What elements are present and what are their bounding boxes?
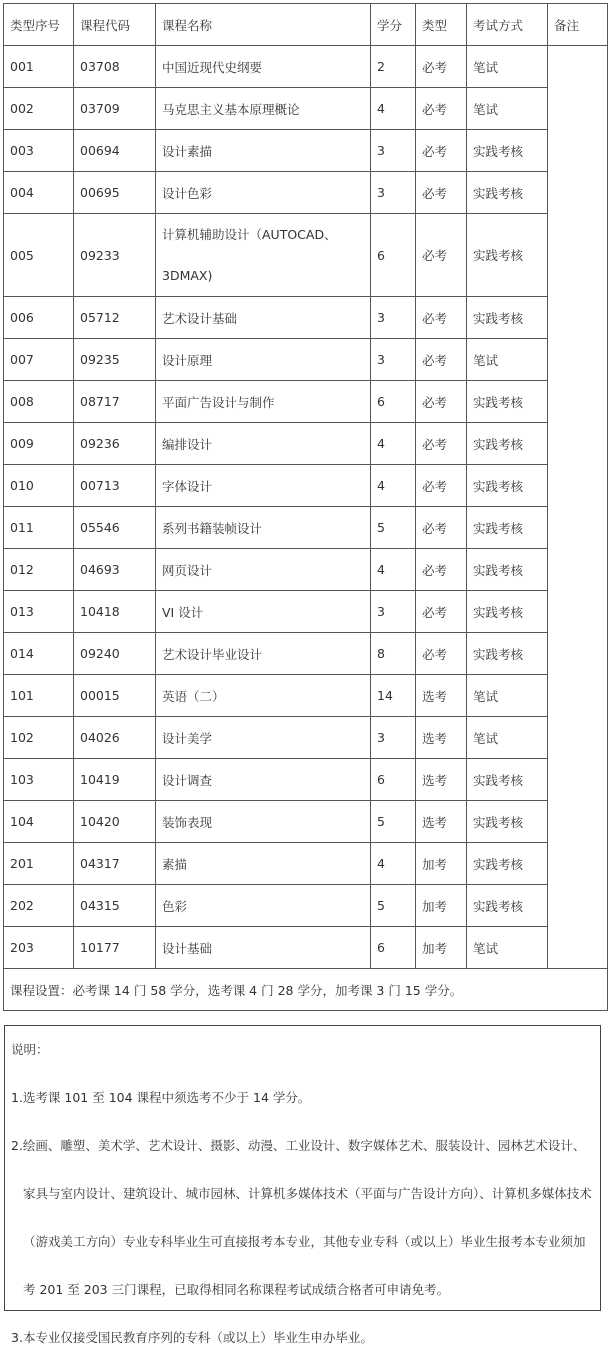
course-code: 08717 (74, 381, 156, 423)
course-code: 09233 (74, 214, 156, 297)
course-name: 设计基础 (156, 927, 371, 969)
credits: 4 (371, 843, 416, 885)
exam-method: 实践考核 (467, 214, 548, 297)
credits: 5 (371, 801, 416, 843)
type-number: 008 (4, 381, 74, 423)
course-name: 网页设计 (156, 549, 371, 591)
note-item: 2.绘画、雕塑、美术学、艺术设计、摄影、动漫、工业设计、数字媒体艺术、服装设计、园林艺术设计、家具与室内设计、建筑设计、城市园林、计算机多媒体技术（平面与广告设计方向）、计算机多媒体技术（游戏美工方向）专业专科毕业生可直接报考本专业，其他专业专科（或以上）毕业生报考本专业须加考 201 至 203 三门课程，已取得相同名称课程考试成绩合格者可申请免考。 (11, 1138, 592, 1297)
course-code: 05546 (74, 507, 156, 549)
course-type: 必考 (416, 381, 467, 423)
credits: 6 (371, 927, 416, 969)
exam-method: 实践考核 (467, 633, 548, 675)
table-row (4, 507, 608, 549)
course-name: 设计色彩 (156, 172, 371, 214)
type-number: 012 (4, 549, 74, 591)
exam-method: 实践考核 (467, 172, 548, 214)
table-row (4, 927, 608, 969)
course-name: 英语（二） (156, 675, 371, 717)
credits: 3 (371, 130, 416, 172)
column-header: 学分 (371, 4, 416, 46)
type-number: 013 (4, 591, 74, 633)
course-type: 必考 (416, 172, 467, 214)
table-header-row (4, 4, 608, 46)
course-type: 必考 (416, 591, 467, 633)
table-row (4, 339, 608, 381)
course-code: 00015 (74, 675, 156, 717)
course-name: 装饰表现 (156, 801, 371, 843)
credits: 3 (371, 339, 416, 381)
column-header: 课程名称 (156, 4, 371, 46)
course-type: 必考 (416, 88, 467, 130)
type-number: 004 (4, 172, 74, 214)
course-type: 必考 (416, 507, 467, 549)
notes-box (4, 1025, 601, 1345)
table-row (4, 591, 608, 633)
type-number: 005 (4, 214, 74, 297)
credits: 3 (371, 297, 416, 339)
course-type: 选考 (416, 675, 467, 717)
credits: 3 (371, 172, 416, 214)
course-type: 加考 (416, 885, 467, 927)
course-name: 中国近现代史纲要 (156, 46, 371, 88)
exam-method: 实践考核 (467, 591, 548, 633)
course-name: 色彩 (156, 885, 371, 927)
course-type: 必考 (416, 339, 467, 381)
type-number: 104 (4, 801, 74, 843)
course-type: 必考 (416, 549, 467, 591)
table-row (4, 423, 608, 465)
exam-method: 实践考核 (467, 381, 548, 423)
credits: 8 (371, 633, 416, 675)
type-number: 003 (4, 130, 74, 172)
type-number: 002 (4, 88, 74, 130)
course-type: 必考 (416, 633, 467, 675)
table-row (4, 549, 608, 591)
course-name: 素描 (156, 843, 371, 885)
course-code: 10419 (74, 759, 156, 801)
type-number: 007 (4, 339, 74, 381)
course-code: 00694 (74, 130, 156, 172)
course-code: 04315 (74, 885, 156, 927)
course-type: 必考 (416, 297, 467, 339)
course-type: 必考 (416, 130, 467, 172)
table-row (4, 465, 608, 507)
course-table (3, 3, 608, 1011)
type-number: 102 (4, 717, 74, 759)
course-name: 平面广告设计与制作 (156, 381, 371, 423)
course-code: 09236 (74, 423, 156, 465)
exam-method: 实践考核 (467, 465, 548, 507)
type-number: 103 (4, 759, 74, 801)
type-number: 202 (4, 885, 74, 927)
exam-method: 实践考核 (467, 130, 548, 172)
table-row (4, 675, 608, 717)
table-row (4, 172, 608, 214)
type-number: 203 (4, 927, 74, 969)
course-name: 艺术设计基础 (156, 297, 371, 339)
course-type: 加考 (416, 927, 467, 969)
exam-method: 实践考核 (467, 801, 548, 843)
course-type: 必考 (416, 465, 467, 507)
table-row (4, 717, 608, 759)
course-code: 03708 (74, 46, 156, 88)
table-row (4, 46, 608, 88)
course-type: 必考 (416, 423, 467, 465)
column-header: 类型 (416, 4, 467, 46)
exam-method: 笔试 (467, 88, 548, 130)
credits: 4 (371, 465, 416, 507)
column-header: 考试方式 (467, 4, 548, 46)
course-name: 设计调查 (156, 759, 371, 801)
type-number: 014 (4, 633, 74, 675)
column-header: 课程代码 (74, 4, 156, 46)
column-header: 类型序号 (4, 4, 74, 46)
course-name: 设计素描 (156, 130, 371, 172)
exam-method: 实践考核 (467, 885, 548, 927)
exam-method: 实践考核 (467, 423, 548, 465)
table-row (4, 885, 608, 927)
credits: 14 (371, 675, 416, 717)
course-name: 计算机辅助设计（AUTOCAD、3DMAX) (156, 214, 371, 297)
table-row (4, 130, 608, 172)
exam-method: 笔试 (467, 46, 548, 88)
note-item: 1.选考课 101 至 104 课程中须选考不少于 14 学分。 (11, 1090, 311, 1105)
credits: 6 (371, 759, 416, 801)
course-type: 必考 (416, 214, 467, 297)
course-code: 00713 (74, 465, 156, 507)
exam-method: 笔试 (467, 717, 548, 759)
course-type: 加考 (416, 843, 467, 885)
table-row (4, 801, 608, 843)
credits: 2 (371, 46, 416, 88)
exam-method: 笔试 (467, 675, 548, 717)
course-name: 编排设计 (156, 423, 371, 465)
table-row (4, 633, 608, 675)
exam-method: 笔试 (467, 339, 548, 381)
course-code: 04026 (74, 717, 156, 759)
course-name: 系列书籍装帧设计 (156, 507, 371, 549)
exam-method: 笔试 (467, 927, 548, 969)
credits: 3 (371, 717, 416, 759)
credits: 5 (371, 885, 416, 927)
credits: 4 (371, 88, 416, 130)
course-code: 09235 (74, 339, 156, 381)
course-name: VI 设计 (156, 591, 371, 633)
credits: 5 (371, 507, 416, 549)
column-header: 备注 (548, 4, 608, 46)
exam-method: 实践考核 (467, 507, 548, 549)
course-summary: 课程设置：必考课 14 门 58 学分，选考课 4 门 28 学分，加考课 3 门 15 学分。 (4, 969, 608, 1011)
course-type: 选考 (416, 801, 467, 843)
remarks-cell (548, 46, 608, 969)
table-row (4, 88, 608, 130)
table-row (4, 214, 608, 297)
table-row (4, 759, 608, 801)
credits: 4 (371, 423, 416, 465)
type-number: 011 (4, 507, 74, 549)
course-code: 10177 (74, 927, 156, 969)
type-number: 101 (4, 675, 74, 717)
table-row (4, 843, 608, 885)
course-name: 艺术设计毕业设计 (156, 633, 371, 675)
type-number: 010 (4, 465, 74, 507)
course-code: 03709 (74, 88, 156, 130)
course-type: 必考 (416, 46, 467, 88)
exam-method: 实践考核 (467, 297, 548, 339)
course-type: 选考 (416, 759, 467, 801)
table-row (4, 381, 608, 423)
course-code: 10420 (74, 801, 156, 843)
note-item: 3.本专业仅接受国民教育序列的专科（或以上）毕业生申办毕业。 (11, 1330, 373, 1345)
credits: 6 (371, 381, 416, 423)
course-name: 设计原理 (156, 339, 371, 381)
type-number: 001 (4, 46, 74, 88)
credits: 6 (371, 214, 416, 297)
exam-method: 实践考核 (467, 843, 548, 885)
course-code: 05712 (74, 297, 156, 339)
course-code: 09240 (74, 633, 156, 675)
type-number: 201 (4, 843, 74, 885)
notes-title: 说明： (11, 1042, 49, 1057)
type-number: 006 (4, 297, 74, 339)
type-number: 009 (4, 423, 74, 465)
exam-method: 实践考核 (467, 549, 548, 591)
course-name: 设计美学 (156, 717, 371, 759)
credits: 3 (371, 591, 416, 633)
course-code: 04317 (74, 843, 156, 885)
course-code: 04693 (74, 549, 156, 591)
course-name: 马克思主义基本原理概论 (156, 88, 371, 130)
course-code: 10418 (74, 591, 156, 633)
exam-method: 实践考核 (467, 759, 548, 801)
course-type: 选考 (416, 717, 467, 759)
table-row (4, 297, 608, 339)
course-name: 字体设计 (156, 465, 371, 507)
credits: 4 (371, 549, 416, 591)
course-code: 00695 (74, 172, 156, 214)
